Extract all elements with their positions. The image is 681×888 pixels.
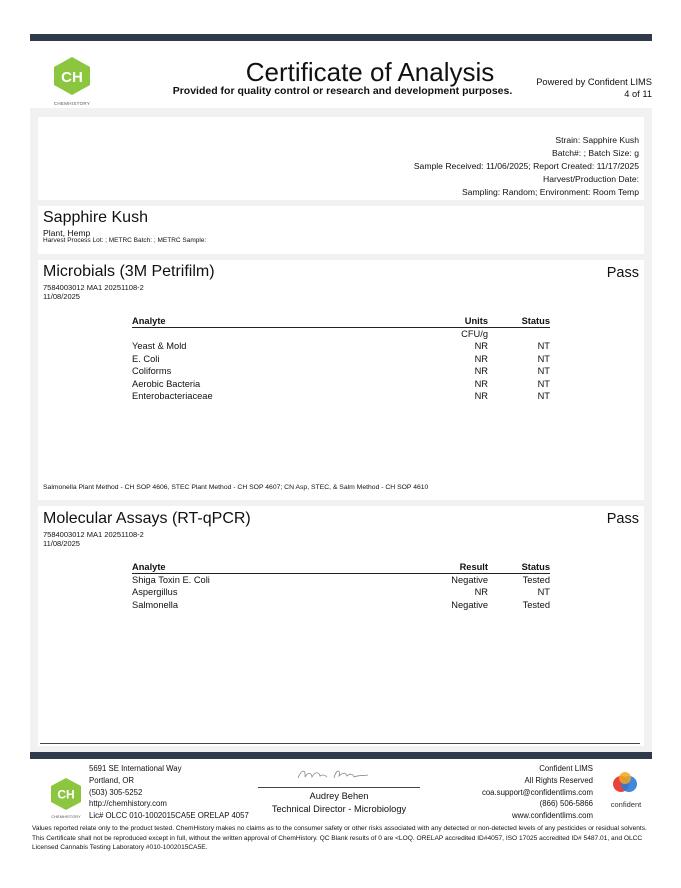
analyte-name: Aerobic Bacteria bbox=[132, 378, 201, 389]
table-row bbox=[132, 599, 550, 611]
analyte-status: NT bbox=[537, 341, 550, 352]
lims-email: coa.support@confidentlims.com bbox=[481, 787, 593, 797]
footer-phone: (503) 305-5252 bbox=[89, 787, 143, 797]
lims-rights: All Rights Reserved bbox=[524, 775, 593, 785]
signer-title: Technical Director - Microbiology bbox=[271, 804, 407, 814]
table-row bbox=[132, 365, 550, 377]
col-analyte: Analyte bbox=[132, 316, 422, 328]
lims-phone: (866) 506-5866 bbox=[539, 799, 593, 809]
logo-caption: CHEMHISTORY bbox=[53, 101, 91, 106]
footer-address2: Portland, OR bbox=[89, 775, 135, 785]
footer-address1: 5691 SE International Way bbox=[89, 764, 182, 773]
table-row bbox=[132, 390, 550, 402]
powered-by: Powered by Confident LIMS bbox=[536, 77, 652, 87]
page-title: Certificate of Analysis bbox=[245, 57, 495, 87]
analyte-units: NR bbox=[474, 366, 488, 377]
molecular-date: 11/08/2025 bbox=[43, 539, 80, 548]
sample-info-panel bbox=[38, 117, 644, 200]
footer-logo-caption: CHEMHISTORY bbox=[51, 814, 81, 819]
analyte-name: Salmonella bbox=[132, 599, 178, 610]
analyte-status: Tested bbox=[522, 599, 550, 610]
table-row bbox=[132, 378, 550, 390]
microbials-method: Salmonella Plant Method - CH SOP 4606, STEC Plant Method - CH SOP 4607; CN Asp, STEC, & Salm Method - CH SOP 4610 bbox=[43, 484, 429, 491]
analyte-name: Shiga Toxin E. Coli bbox=[132, 575, 210, 585]
microbials-table bbox=[132, 316, 550, 402]
top-bar bbox=[30, 34, 652, 41]
footer-logo bbox=[46, 776, 86, 819]
signature bbox=[296, 766, 376, 782]
analyte-units: NR bbox=[474, 353, 488, 364]
molecular-result: Pass bbox=[606, 511, 639, 527]
footer-license: Lic# OLCC 010-1002015CA5E ORELAP 4057 bbox=[89, 811, 249, 821]
analyte-result: Negative bbox=[451, 575, 488, 585]
microbials-title: Microbials (3M Petrifilm) bbox=[43, 263, 215, 280]
analyte-status: NT bbox=[537, 378, 550, 389]
footer-website: http://chemhistory.com bbox=[89, 799, 167, 809]
microbials-result: Pass bbox=[606, 265, 639, 281]
signature-line bbox=[258, 787, 420, 788]
batch-info: Batch#: ; Batch Size: g bbox=[552, 148, 639, 158]
analyte-result: NR bbox=[474, 587, 488, 598]
analyte-units: NR bbox=[474, 391, 488, 402]
section-divider bbox=[40, 743, 640, 744]
units-value: CFU/g bbox=[461, 329, 488, 339]
analyte-status: NT bbox=[537, 353, 550, 364]
confident-logo-text: confident bbox=[610, 800, 642, 809]
analyte-name: Enterobacteriaceae bbox=[132, 391, 213, 402]
product-type: Plant, Hemp bbox=[43, 228, 91, 238]
microbials-date: 11/08/2025 bbox=[43, 292, 80, 301]
analyte-status: Tested bbox=[522, 575, 550, 585]
table-row bbox=[132, 340, 550, 352]
molecular-sample-id: 7584003012 MA1 20251108-2 bbox=[43, 530, 144, 539]
molecular-panel bbox=[38, 506, 644, 746]
analyte-status: NT bbox=[537, 587, 550, 598]
footer-address-block bbox=[89, 763, 249, 822]
bottom-bar bbox=[30, 752, 652, 759]
microbials-panel bbox=[38, 260, 644, 500]
sampling-info: Sampling: Random; Environment: Room Temp bbox=[461, 187, 639, 197]
analyte-status: NT bbox=[537, 366, 550, 377]
harvest-date: Harvest/Production Date: bbox=[542, 174, 639, 184]
analyte-result: Negative bbox=[451, 599, 488, 610]
col-units: Units bbox=[422, 316, 488, 328]
analyte-name: E. Coli bbox=[132, 353, 160, 364]
logo-letters: CH bbox=[61, 69, 83, 86]
col-result: Result bbox=[422, 562, 488, 574]
footer-logo-letters: CH bbox=[57, 787, 75, 802]
footer-lims-block bbox=[430, 763, 593, 822]
lims-web: www.confidentlims.com bbox=[511, 811, 593, 821]
sample-dates: Sample Received: 11/06/2025; Report Created: 11/17/2025 bbox=[413, 161, 639, 171]
page-subtitle: Provided for quality control or research and development purposes. bbox=[172, 85, 513, 97]
col-status: Status bbox=[488, 316, 550, 328]
table-row bbox=[132, 586, 550, 598]
table-row bbox=[132, 353, 550, 365]
analyte-name: Coliforms bbox=[132, 366, 172, 377]
analyte-name: Yeast & Mold bbox=[132, 341, 187, 352]
col-analyte: Analyte bbox=[132, 562, 422, 574]
analyte-units: NR bbox=[474, 378, 488, 389]
col-status: Status bbox=[488, 562, 550, 574]
units-row bbox=[132, 328, 550, 341]
signer-name: Audrey Behen bbox=[309, 791, 369, 801]
page-number: 4 of 11 bbox=[624, 89, 652, 99]
microbials-sample-id: 7584003012 MA1 20251108-2 bbox=[43, 283, 144, 292]
product-panel bbox=[38, 206, 644, 254]
lims-name: Confident LIMS bbox=[539, 764, 593, 773]
chemhistory-logo bbox=[48, 55, 96, 106]
confident-logo bbox=[603, 772, 649, 809]
strain: Strain: Sapphire Kush bbox=[555, 135, 639, 145]
analyte-status: NT bbox=[537, 391, 550, 402]
analyte-units: NR bbox=[474, 341, 488, 352]
table-row bbox=[132, 574, 550, 587]
disclaimer: Values reported relate only to the product tested. ChemHistory makes no claims as to the consumer safety or other risks associated with any detected or non-detected levels of any pesticides or residual solvents. This Certificate shall not be reproduced except in full, without the written approval of ChemHistory. QC Blank results of 0 are <LOQ. ORELAP accredited ID#4057, ISO 17025 accredited ID# 5487.01, and OLCC Licensed Cannabis Testing Laboratory #010-1002015CA5E. bbox=[32, 825, 647, 852]
product-name: Sapphire Kush bbox=[43, 209, 148, 226]
molecular-title: Molecular Assays (RT-qPCR) bbox=[43, 510, 251, 527]
molecular-table bbox=[132, 562, 550, 611]
product-lots: Harvest Process Lot: ; METRC Batch: ; METRC Sample: bbox=[43, 237, 207, 244]
analyte-name: Aspergillus bbox=[132, 587, 178, 598]
